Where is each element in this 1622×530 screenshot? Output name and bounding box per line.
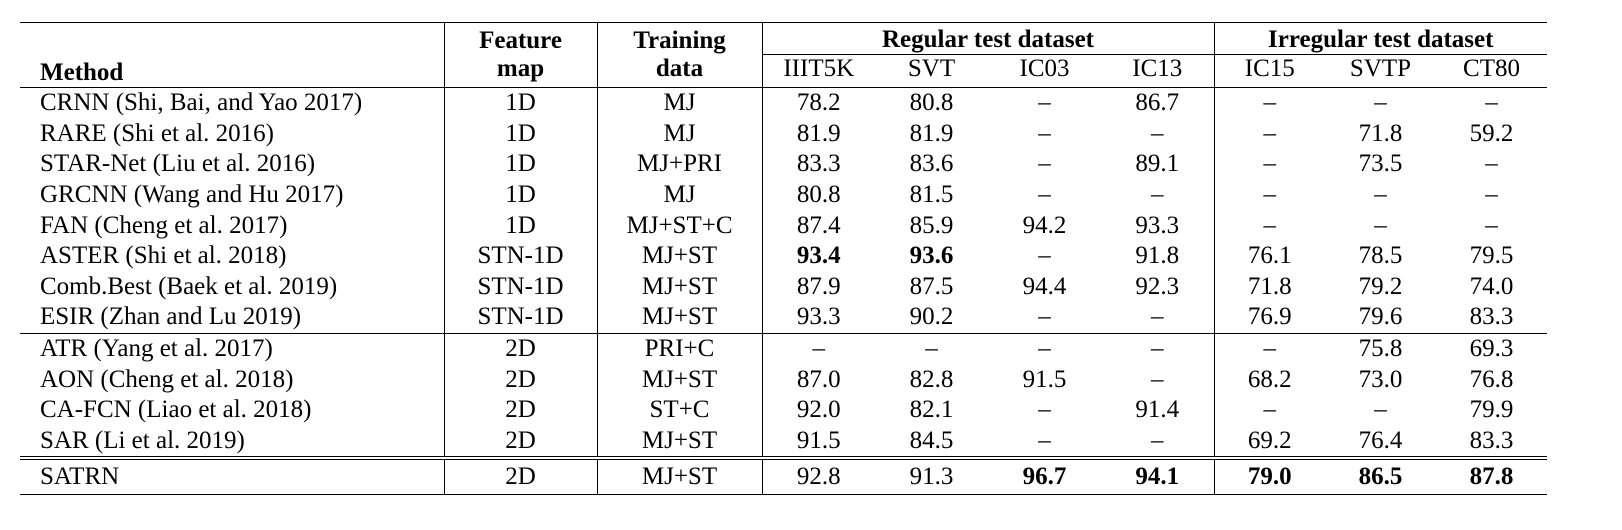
cell-svtp: 73.5: [1358, 150, 1403, 178]
header-col-iiit5k: IIIT5K: [762, 55, 875, 88]
cell-training-data: MJ: [597, 180, 762, 211]
cell-method: AON (Cheng et al. 2018): [40, 365, 294, 393]
cell-ic03: –: [988, 333, 1101, 364]
cell-iiit5k: 80.8: [762, 180, 875, 211]
cell-iiit5k: 87.0: [762, 364, 875, 395]
cell-ct80: 83.3: [1469, 426, 1514, 454]
cell-ct80: 79.5: [1469, 242, 1514, 270]
cell-svtp: –: [1374, 396, 1387, 424]
cell-ic03: 91.5: [1022, 365, 1067, 393]
cell-iiit5k: 93.4: [762, 241, 875, 272]
table-row: [20, 395, 1547, 426]
cell-training-data: ST+C: [597, 395, 762, 426]
cell-method: RARE (Shi et al. 2016): [40, 119, 275, 147]
cell-iiit5k: 78.2: [762, 88, 875, 119]
cell-ic15: –: [1214, 119, 1325, 150]
results-table-body: [20, 88, 1547, 495]
cell-method: SATRN: [20, 458, 444, 495]
cell-ic13: –: [1151, 365, 1164, 393]
cell-ic13: 91.4: [1135, 396, 1180, 424]
cell-svt: 80.8: [909, 89, 954, 117]
cell-method: ASTER (Shi et al. 2018): [40, 242, 287, 270]
cell-feature-map: STN-1D: [444, 241, 597, 272]
cell-svtp: 79.6: [1358, 303, 1403, 331]
cell-svt: 90.2: [909, 303, 954, 331]
cell-ic15: 76.9: [1214, 302, 1325, 333]
cell-iiit5k: 91.5: [762, 426, 875, 459]
cell-ic13: –: [1151, 119, 1164, 147]
table-row: [20, 88, 1547, 119]
cell-method: ATR (Yang et al. 2017): [20, 333, 444, 364]
cell-ct80: 76.8: [1469, 365, 1514, 393]
header-training-line1: Training: [597, 23, 762, 55]
cell-feature-map: STN-1D: [444, 302, 597, 333]
cell-svt: 87.5: [909, 272, 954, 300]
cell-ct80: 69.3: [1436, 333, 1547, 364]
cell-ic15: 69.2: [1214, 426, 1325, 459]
cell-svtp: 76.4: [1358, 426, 1403, 454]
cell-ic13: –: [1151, 426, 1164, 454]
cell-ic03: –: [1038, 242, 1051, 270]
header-irregular-group: Irregular test dataset: [1214, 23, 1547, 55]
table-row: [20, 210, 1547, 241]
cell-training-data: MJ+ST: [597, 302, 762, 333]
table-row: [20, 333, 1547, 364]
cell-method: CRNN (Shi, Bai, and Yao 2017): [40, 89, 363, 117]
cell-feature-map: 2D: [444, 395, 597, 426]
table-row: [20, 180, 1547, 211]
cell-method: ESIR (Zhan and Lu 2019): [40, 303, 302, 331]
results-table: [20, 22, 1547, 495]
cell-ct80: 87.8: [1436, 458, 1547, 495]
header-method: Method: [20, 23, 444, 88]
cell-feature-map: 1D: [444, 210, 597, 241]
cell-feature-map: 2D: [444, 364, 597, 395]
cell-svt: 81.9: [909, 119, 954, 147]
cell-ct80: –: [1485, 211, 1498, 239]
cell-ic13: –: [1151, 303, 1164, 331]
header-col-svtp: SVTP: [1325, 55, 1436, 88]
cell-iiit5k: 87.9: [762, 272, 875, 303]
cell-iiit5k: 81.9: [762, 119, 875, 150]
header-regular-group: Regular test dataset: [762, 23, 1214, 55]
cell-ic03: –: [1038, 396, 1051, 424]
cell-ic15: 68.2: [1214, 364, 1325, 395]
cell-ic03: 94.4: [1022, 272, 1067, 300]
cell-svtp: 79.2: [1358, 272, 1403, 300]
cell-ic03: –: [1038, 89, 1051, 117]
header-col-ct80: CT80: [1436, 55, 1547, 88]
cell-training-data: MJ+ST: [597, 241, 762, 272]
cell-ct80: –: [1485, 181, 1498, 209]
cell-svt: 93.6: [909, 242, 954, 270]
cell-ic15: 71.8: [1214, 272, 1325, 303]
cell-svtp: 75.8: [1325, 333, 1436, 364]
cell-svtp: –: [1374, 181, 1387, 209]
cell-training-data: MJ+ST: [597, 426, 762, 459]
table-row: [20, 272, 1547, 303]
cell-ct80: 79.9: [1469, 396, 1514, 424]
results-table-container: [20, 22, 1547, 495]
cell-svt: 82.1: [909, 396, 954, 424]
cell-ic13: 94.1: [1101, 458, 1214, 495]
cell-training-data: MJ: [597, 119, 762, 150]
cell-ic13: 91.8: [1135, 242, 1180, 270]
cell-svt: 82.8: [909, 365, 954, 393]
cell-ic13: 86.7: [1135, 89, 1180, 117]
cell-training-data: MJ: [597, 88, 762, 119]
cell-iiit5k: –: [762, 333, 875, 364]
cell-svtp: 73.0: [1358, 365, 1403, 393]
cell-svtp: 71.8: [1358, 119, 1403, 147]
cell-iiit5k: 92.0: [762, 395, 875, 426]
cell-ic15: –: [1214, 149, 1325, 180]
cell-ic03: 94.2: [1022, 211, 1067, 239]
cell-ic15: 76.1: [1214, 241, 1325, 272]
cell-ic03: –: [1038, 426, 1051, 454]
cell-feature-map: 2D: [444, 426, 597, 459]
cell-ic13: 93.3: [1135, 211, 1180, 239]
cell-ic03: –: [1038, 150, 1051, 178]
cell-iiit5k: 87.4: [762, 210, 875, 241]
table-row: [20, 458, 1547, 495]
cell-ic13: 89.1: [1135, 150, 1180, 178]
cell-svtp: –: [1374, 211, 1387, 239]
cell-ct80: 74.0: [1469, 272, 1514, 300]
cell-training-data: MJ+ST: [597, 272, 762, 303]
cell-svt: 91.3: [875, 458, 988, 495]
cell-ic03: –: [1038, 119, 1051, 147]
cell-method: GRCNN (Wang and Hu 2017): [40, 181, 344, 209]
cell-ic15: –: [1214, 88, 1325, 119]
cell-ic15: –: [1214, 180, 1325, 211]
header-col-ic03: IC03: [988, 55, 1101, 88]
cell-method: STAR-Net (Liu et al. 2016): [40, 150, 316, 178]
cell-ic15: –: [1214, 333, 1325, 364]
cell-training-data: MJ+ST+C: [597, 210, 762, 241]
cell-svt: –: [875, 333, 988, 364]
cell-training-data: PRI+C: [597, 333, 762, 364]
cell-svt: 85.9: [909, 211, 954, 239]
cell-svt: 84.5: [909, 426, 954, 454]
cell-method: SAR (Li et al. 2019): [40, 426, 245, 454]
cell-feature-map: 1D: [444, 88, 597, 119]
header-training-line2: data: [597, 55, 762, 88]
cell-iiit5k: 83.3: [762, 149, 875, 180]
cell-ic03: 96.7: [988, 458, 1101, 495]
table-row: [20, 302, 1547, 333]
cell-ic13: –: [1101, 333, 1214, 364]
cell-feature-map: STN-1D: [444, 272, 597, 303]
cell-training-data: MJ+ST: [597, 458, 762, 495]
cell-iiit5k: 92.8: [762, 458, 875, 495]
cell-feature-map: 1D: [444, 119, 597, 150]
cell-ct80: 59.2: [1469, 119, 1514, 147]
cell-svtp: 78.5: [1358, 242, 1403, 270]
cell-ic03: –: [1038, 181, 1051, 209]
table-row: [20, 364, 1547, 395]
header-col-ic13: IC13: [1101, 55, 1214, 88]
cell-iiit5k: 93.3: [762, 302, 875, 333]
cell-feature-map: 1D: [444, 149, 597, 180]
cell-ic13: –: [1151, 181, 1164, 209]
cell-feature-map: 2D: [444, 458, 597, 495]
header-col-ic15: IC15: [1214, 55, 1325, 88]
cell-ic13: 92.3: [1135, 272, 1180, 300]
cell-ct80: 83.3: [1469, 303, 1514, 331]
cell-svtp: 86.5: [1325, 458, 1436, 495]
cell-svtp: –: [1374, 89, 1387, 117]
header-feature-map-line2: map: [444, 55, 597, 88]
cell-feature-map: 1D: [444, 180, 597, 211]
cell-method: Comb.Best (Baek et al. 2019): [40, 272, 338, 300]
cell-method: CA-FCN (Liao et al. 2018): [40, 396, 312, 424]
cell-training-data: MJ+PRI: [597, 149, 762, 180]
table-row: [20, 241, 1547, 272]
header-feature-map-line1: Feature: [444, 23, 597, 55]
cell-ct80: –: [1485, 150, 1498, 178]
table-row: [20, 426, 1547, 459]
cell-svt: 83.6: [909, 150, 954, 178]
cell-svt: 81.5: [909, 181, 954, 209]
cell-training-data: MJ+ST: [597, 364, 762, 395]
cell-ic15: –: [1214, 210, 1325, 241]
table-row: [20, 119, 1547, 150]
cell-method: FAN (Cheng et al. 2017): [40, 211, 288, 239]
cell-ic03: –: [1038, 303, 1051, 331]
header-col-svt: SVT: [875, 55, 988, 88]
table-row: [20, 149, 1547, 180]
cell-ic15: –: [1214, 395, 1325, 426]
cell-feature-map: 2D: [444, 333, 597, 364]
cell-ct80: –: [1485, 89, 1498, 117]
cell-ic15: 79.0: [1214, 458, 1325, 495]
